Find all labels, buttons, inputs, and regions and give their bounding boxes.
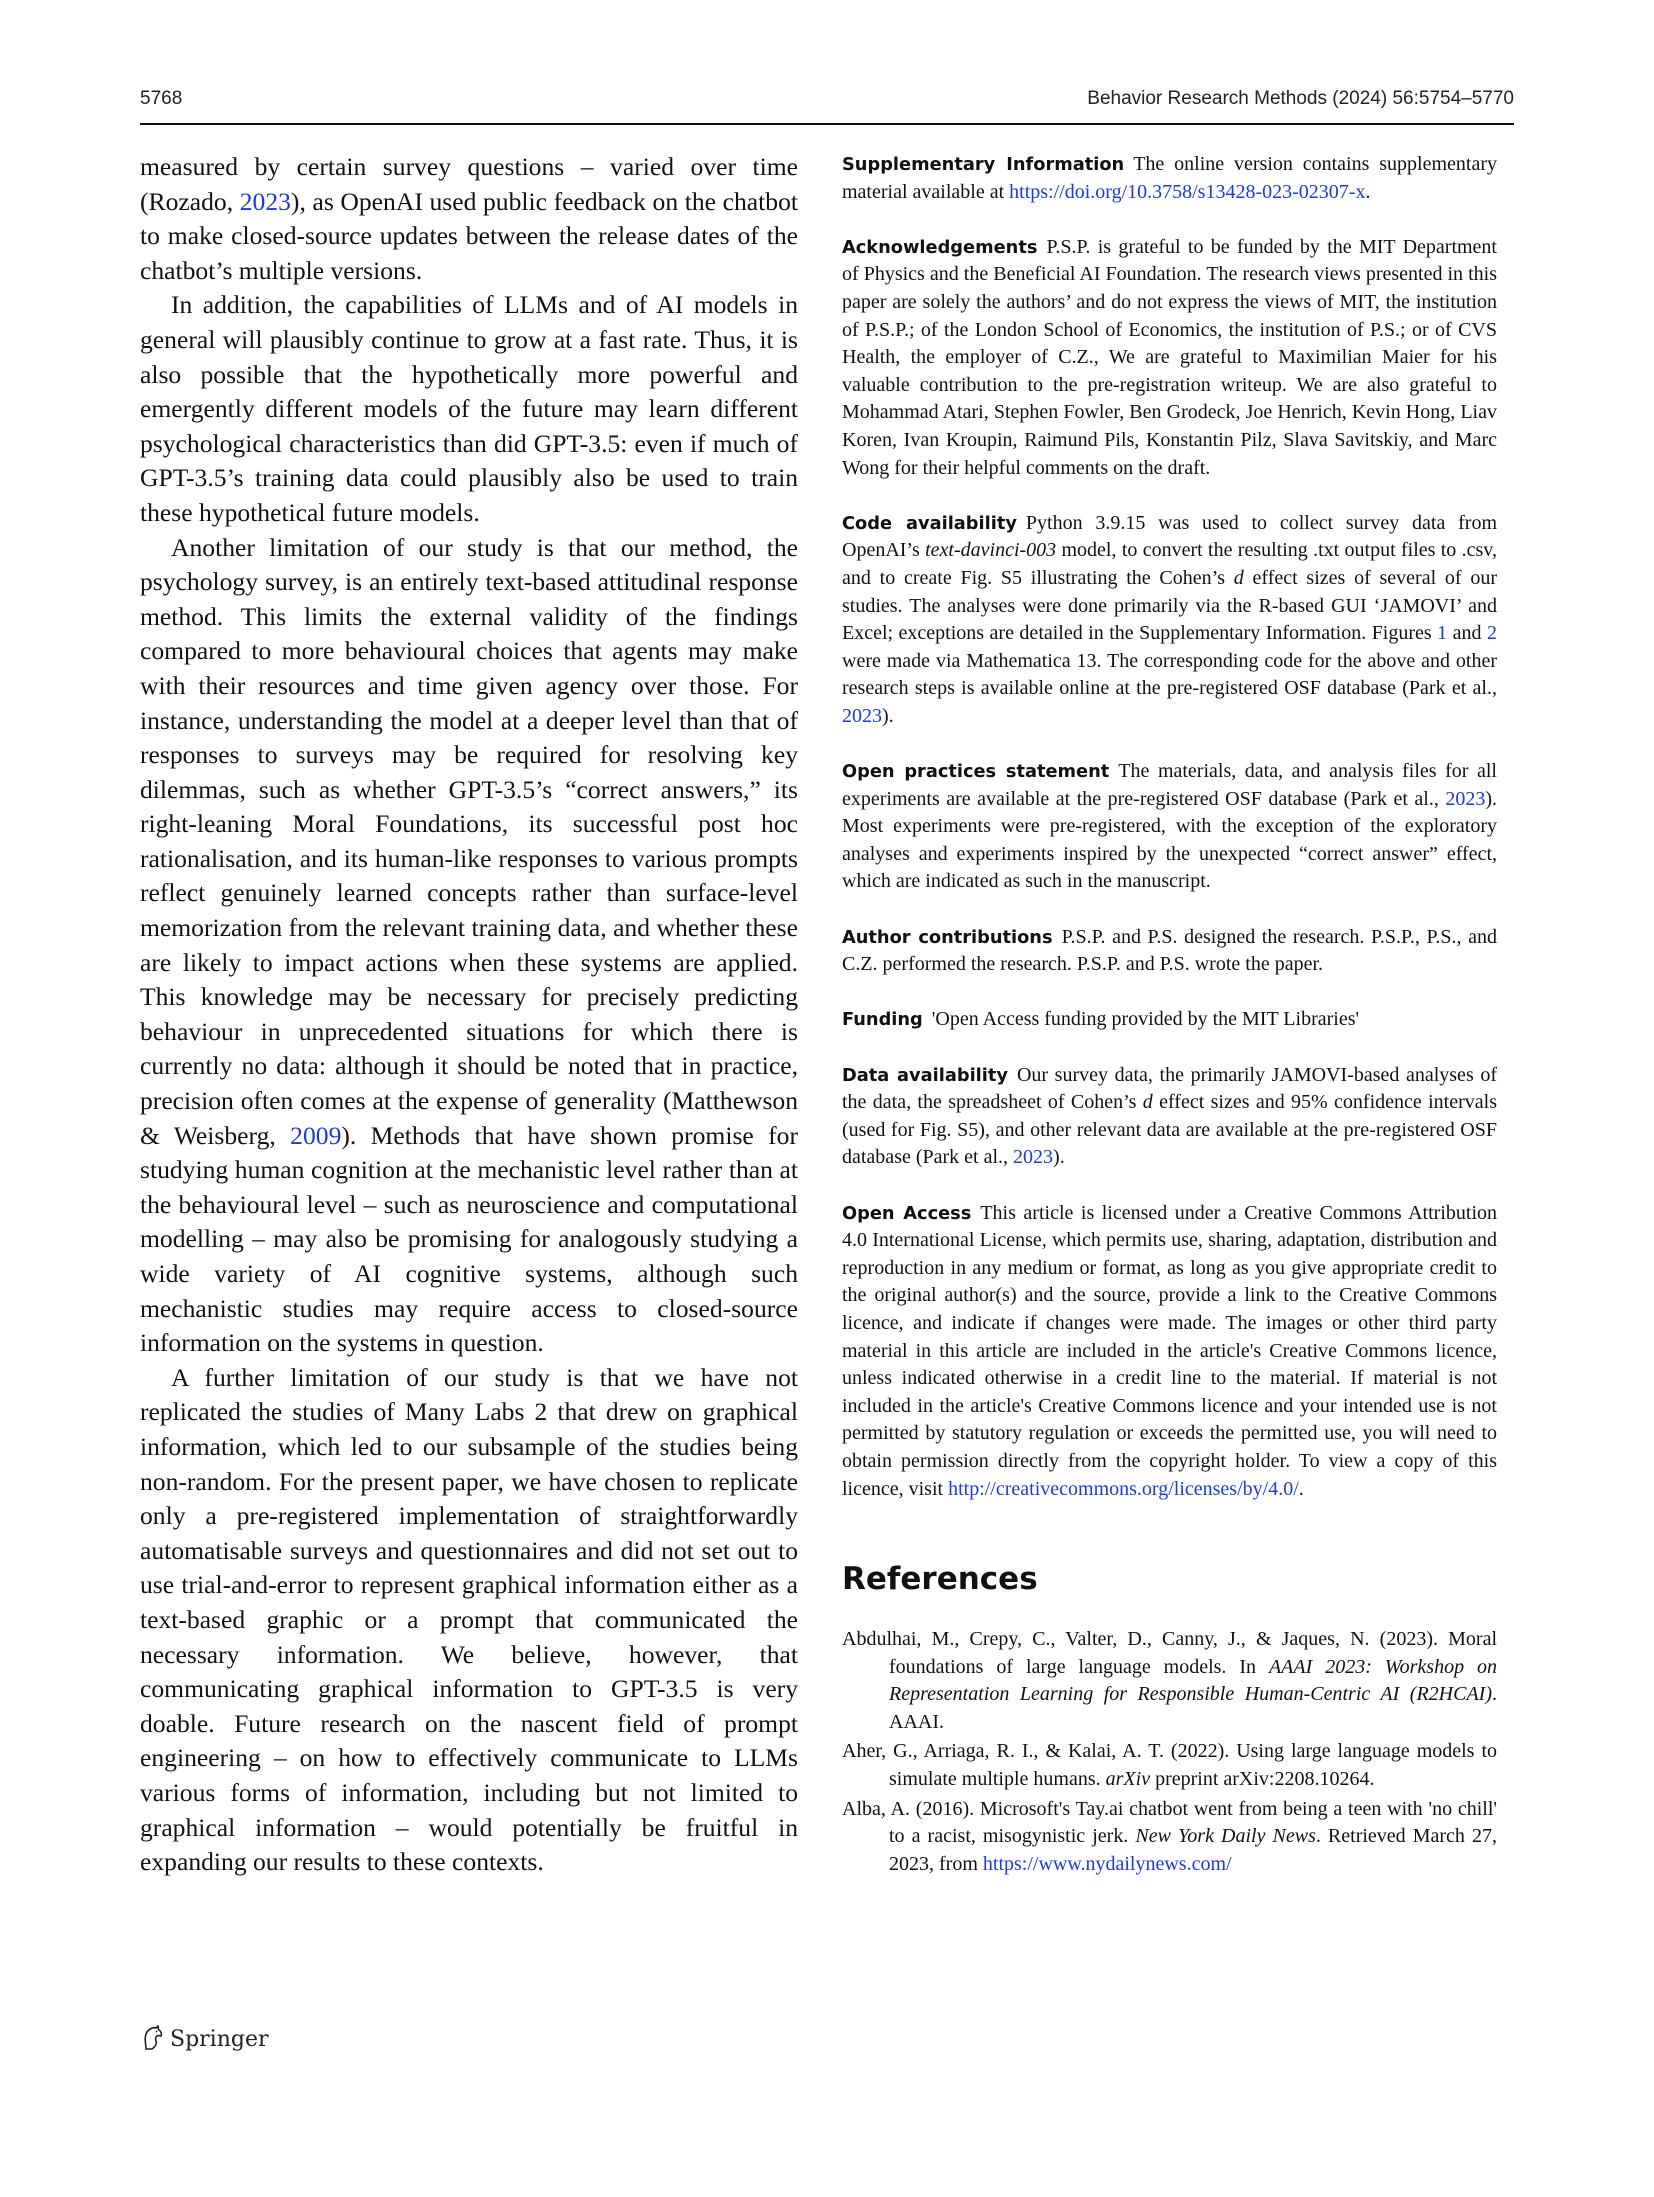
author-contributions	[842, 924, 1497, 979]
funding-text: 'Open Access funding provided by the MIT Libraries'	[931, 1008, 1360, 1031]
open-access	[842, 1200, 1497, 1504]
creative-commons-link[interactable]: http://creativecommons.org/licenses/by/4.0/	[948, 1477, 1299, 1500]
reference-1-end: . AAAI.	[889, 1683, 1497, 1733]
funding	[842, 1006, 1497, 1034]
code-citation-link[interactable]: 2023	[842, 704, 882, 727]
reference-3-text: Alba, A. (2016). Microsoft's Tay.ai chatbot went from being a teen with 'no chill' to a racist, misogynistic jerk.	[842, 1797, 1497, 1848]
code-text-3: effect sizes of several of our studies. The analyses were done primarily via the R-based GUI ‘JAMOVI’ and Excel; exceptions are detailed in the Supplementary Information. Figures	[842, 566, 1497, 645]
paragraph-3	[140, 531, 798, 1361]
section-title-code: Code availability	[842, 512, 1017, 534]
paragraph-4-text: A further limitation of our study is that we have not replicated the studies of Many Labs 2 that drew on graphical information, which led to our subsample of the studies being non-random. For the present paper, we have chosen to replicate only a pre-registered implementation of straightforwardly automatisable surveys and questionnaires and did not set out to use trial-and-error to represent graphical information either as a text-based graphic or a prompt that communicated the necessary information. We believe, however, that communicating graphical information to GPT-3.5 is very doable. Future research on the nascent field of prompt engineering – on how to effectively communicate to LLMs various forms of information, including but not limited to graphical information – would potentially be fruitful in expanding our results to these contexts.	[140, 1362, 798, 1877]
section-title-open-practices: Open practices statement	[842, 761, 1110, 783]
journal-citation: Behavior Research Methods (2024) 56:5754–5770	[1087, 88, 1514, 109]
reference-item	[842, 1626, 1497, 1736]
code-text-2: model, to convert the resulting .txt output files to .csv, and to create Fig. S5 illustrating the Cohen’s	[842, 539, 1498, 589]
reference-1-text: Abdulhai, M., Crepy, C., Valter, D., Canny, J., & Jaques, N. (2023). Moral foundations of large language models. In	[842, 1628, 1497, 1678]
footer	[140, 2025, 269, 2065]
data-citation-link[interactable]: 2023	[1013, 1146, 1054, 1169]
data-text-2: effect sizes and 95% confidence intervals (used for Fig. S5), and other relevant data are available at the pre-registered OSF database (Park et al.,	[842, 1091, 1497, 1169]
open-text-2: ). Most experiments were pre-registered, with the exception of the exploratory analyses and experiments inspired by the unexpected “correct answer” effect, which are indicated as such in the manuscript.	[842, 787, 1497, 893]
citation-link[interactable]: 2009	[290, 1120, 342, 1150]
code-model-name: text-davinci-003	[925, 539, 1057, 562]
reference-2-text: Aher, G., Arriaga, R. I., & Kalai, A. T. (2022). Using large language models to simulate multiple humans.	[842, 1740, 1497, 1791]
paragraph-4	[140, 1361, 798, 1880]
section-title-acknowledgements: Acknowledgements	[842, 236, 1038, 258]
data-end: ).	[1053, 1146, 1065, 1169]
code-text-4: were made via Mathematica 13. The corresponding code for the above and other research steps is available online at the pre-registered OSF database (Park et al.,	[842, 649, 1497, 700]
citation-link[interactable]: 2023	[239, 186, 291, 216]
author-contributions-text: P.S.P. and P.S. designed the research. P.S.P., P.S., and C.Z. performed the research. P.S.P. and P.S. wrote the paper.	[842, 925, 1497, 976]
supplementary-end: .	[1365, 180, 1371, 203]
supplementary-information	[842, 151, 1497, 206]
code-and: and	[1447, 622, 1487, 645]
code-end: ).	[882, 704, 894, 727]
open-practices-statement	[842, 758, 1497, 896]
section-title-funding: Funding	[842, 1009, 923, 1031]
header-rule	[140, 123, 1514, 125]
code-availability	[842, 510, 1497, 731]
section-title-author-contributions: Author contributions	[842, 926, 1053, 948]
reference-2-end: preprint arXiv:2208.10264.	[1150, 1768, 1375, 1791]
supplementary-doi-link[interactable]: https://doi.org/10.3758/s13428-023-02307-x	[1009, 180, 1366, 203]
springer-horse-icon	[140, 2027, 170, 2052]
open-access-end: .	[1298, 1477, 1304, 1500]
figure-2-link[interactable]: 2	[1487, 622, 1497, 645]
data-cohens-d: d	[1142, 1091, 1153, 1114]
figure-1-link[interactable]: 1	[1437, 622, 1448, 645]
data-text-1: Our survey data, the primarily JAMOVI-based analyses of the data, the spreadsheet of Cohen’s	[842, 1063, 1497, 1114]
reference-1-venue: AAAI 2023: Workshop on Representation Learning for Responsible Human-Centric AI (R2HCAI)	[889, 1655, 1497, 1706]
right-column	[842, 151, 1497, 1880]
data-availability	[842, 1062, 1497, 1172]
paragraph-2	[140, 288, 798, 530]
section-title-supplementary: Supplementary Information	[842, 154, 1125, 175]
section-title-data-availability: Data availability	[842, 1064, 1008, 1086]
references-heading: References	[842, 1561, 1038, 1598]
paragraph-3-text: Another limitation of our study is that our method, the psychology survey, is an entirely text-based attitudinal response method. This limits the external validity of the findings compared to more behavioural choices that agents may make with their resources and time given agency over those. For instance, understanding the model at a deeper level than that of responses to surveys may be required for resolving key dilemmas, such as whether GPT-3.5’s “correct answers,” its right-leaning Moral Foundations, its successful post hoc rationalisation, and its human-like responses to various prompts reflect genuinely learned concepts rather than surface-level memorization from the relevant training data, and whether these are likely to impact actions when these systems are applied. This knowledge may be necessary for precisely predicting behaviour in unprecedented situations for which there is currently no data: although it should be noted that in practice, precision often comes at the expense of generality (Matthewson & Weisberg, 2009). Methods that have shown promise for studying human cognition at the mechanistic level rather than at the behavioural level – such as neuroscience and computational modelling – may also be promising for analogously studying a wide variety of AI cognitive systems, although such mechanistic studies may require access to closed-source information on the systems in question.	[140, 532, 798, 1358]
page-number: 5768	[140, 88, 183, 109]
paragraph-1-text: measured by certain survey questions – varied over time (Rozado, 2023), as OpenAI used public feedback on the chatbot to make closed-source updates between the release dates of the chatbot’s multiple versions.	[140, 152, 798, 285]
open-access-text: This article is licensed under a Creative Commons Attribution 4.0 International License, which permits use, sharing, adaptation, distribution and reproduction in any medium or format, as long as you give appropriate credit to the original author(s) and the source, provide a link to the Creative Commons licence, and indicate if changes were made. The images or other third party material in this article are included in the article's Creative Commons licence, unless indicated otherwise in a credit line to the material. If material is not included in the article's Creative Commons licence and your intended use is not permitted by statutory regulation or exceeds the permitted use, you will need to obtain permission directly from the copyright holder. To view a copy of this licence, visit	[842, 1201, 1498, 1500]
reference-3-venue: New York Daily News	[1135, 1825, 1316, 1848]
acknowledgements-text: P.S.P. is grateful to be funded by the MIT Department of Physics and the Beneficial AI Foundation. The research views presented in this paper are solely the authors’ and do not express the views of MIT, the institution of P.S.P.; of the London School of Economics, the institution of P.S.; or of CVS Health, the employer of C.Z., We are grateful to Maximilian Maier for his valuable contribution to the pre-registration writeup. We are also grateful to Mohammad Atari, Stephen Fowler, Ben Grodeck, Joe Henrich, Kevin Hong, Liav Koren, Ivan Kroupin, Raimund Pils, Konstantin Pilz, Slava Savitskiy, and Marc Wong for their helpful comments on the draft.	[842, 235, 1497, 479]
reference-3-link[interactable]: https://www.nydailynews.com/	[982, 1852, 1232, 1875]
left-column	[140, 150, 798, 1880]
paragraph-1	[140, 150, 798, 288]
paragraph-2-text: In addition, the capabilities of LLMs and of AI models in general will plausibly continue to grow at a fast rate. Thus, it is also possible that the hypothetically more powerful and emergently different models of the future may learn different psychological characteristics than did GPT-3.5: even if much of GPT-3.5’s training data could plausibly also be used to train these hypothetical future models.	[140, 290, 798, 527]
open-text-1: The materials, data, and analysis files for all experiments are available at the pre-registered OSF database (Park et al.,	[842, 760, 1497, 810]
reference-3-end: . Retrieved March 27, 2023, from	[889, 1825, 1497, 1875]
supplementary-text: The online version contains supplementary material available at	[842, 153, 1497, 203]
open-citation-link[interactable]: 2023	[1445, 787, 1486, 810]
code-cohens-d: d	[1233, 566, 1244, 589]
code-text-1: Python 3.9.15 was used to collect survey data from OpenAI’s	[842, 511, 1498, 562]
acknowledgements	[842, 234, 1497, 482]
reference-item	[842, 1738, 1497, 1793]
running-header	[140, 88, 1514, 118]
section-title-open-access: Open Access	[842, 1202, 972, 1224]
reference-item	[842, 1796, 1497, 1879]
publisher-name: Springer	[170, 2027, 269, 2052]
reference-2-venue: arXiv	[1105, 1768, 1151, 1791]
